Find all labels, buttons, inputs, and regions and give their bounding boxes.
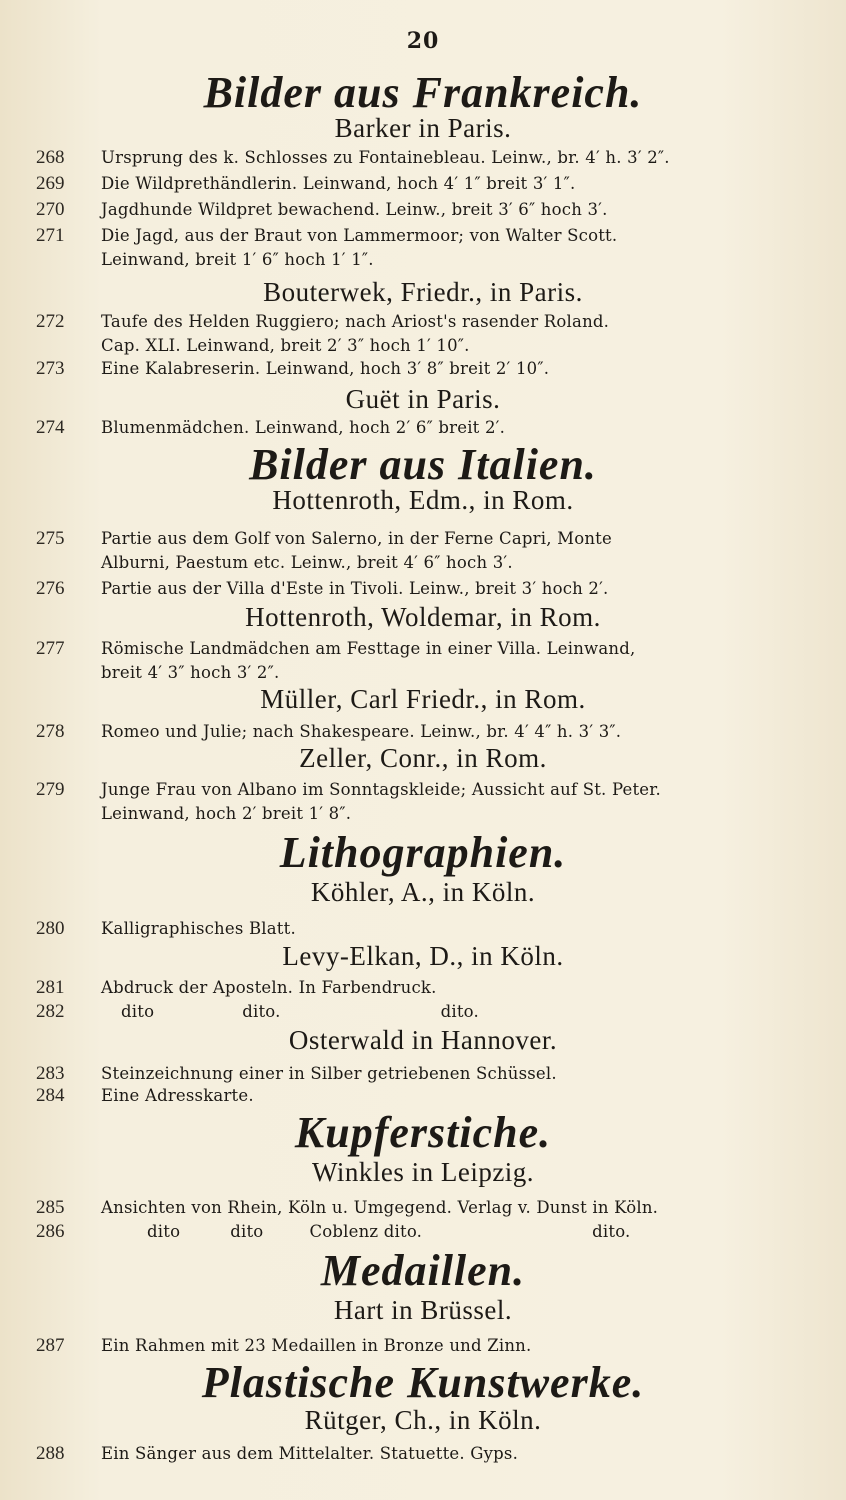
- entry-number: 269: [36, 173, 65, 194]
- entry-number: 277: [36, 638, 65, 659]
- artist-heading: Bouterwek, Friedr., in Paris.: [263, 277, 583, 307]
- entry-number: 276: [36, 578, 65, 599]
- artist-heading: Rütger, Ch., in Köln.: [304, 1405, 542, 1435]
- entry-number: 279: [36, 779, 65, 800]
- page-number: 20: [406, 28, 440, 54]
- artist-heading: Hart in Brüssel.: [333, 1295, 513, 1325]
- entry-number: 274: [36, 417, 65, 438]
- section-title-lithographien: Lithographien.: [279, 828, 567, 877]
- entry-text: Ein Sänger aus dem Mittelalter. Statuette. Gyps.: [101, 1444, 519, 1463]
- entry-text: Eine Kalabreserin. Leinwand, hoch 3′ 8″ breit 2′ 10″.: [101, 359, 550, 378]
- artist-heading: Hottenroth, Woldemar, in Rom.: [245, 602, 601, 632]
- entry-number: 283: [36, 1063, 65, 1084]
- artist-heading: Hottenroth, Edm., in Rom.: [272, 485, 574, 515]
- entry-number: 281: [36, 977, 65, 998]
- entry-text: Römische Landmädchen am Festtage in einer Villa. Leinwand,: [101, 639, 636, 658]
- dito-mark: dito: [147, 1222, 181, 1241]
- dito-mark: Coblenz dito.: [309, 1222, 423, 1241]
- section-title-kupferstiche: Kupferstiche.: [294, 1108, 552, 1157]
- dito-mark: dito: [121, 1002, 155, 1021]
- entry-text: [101, 1220, 801, 1243]
- entry-text-continued: breit 4′ 3″ hoch 3′ 2″.: [101, 663, 280, 682]
- entry-text-continued: Cap. XLI. Leinwand, breit 2′ 3″ hoch 1′ 10″.: [101, 336, 470, 355]
- entry-text: Kalligraphisches Blatt.: [101, 919, 296, 938]
- entry-text-continued: Leinwand, breit 1′ 6″ hoch 1′ 1″.: [101, 250, 374, 269]
- entry-number: 284: [36, 1085, 65, 1106]
- entry-text: Ursprung des k. Schlosses zu Fontainebleau. Leinw., br. 4′ h. 3′ 2″.: [101, 148, 670, 167]
- entry-text: Junge Frau von Albano im Sonntagskleide; Aussicht auf St. Peter.: [101, 780, 661, 799]
- entry-text: Abdruck der Aposteln. In Farbendruck.: [101, 978, 437, 997]
- artist-heading: Köhler, A., in Köln.: [310, 877, 536, 907]
- entry-number: 272: [36, 311, 65, 332]
- entry-number: 270: [36, 199, 65, 220]
- entry-text: Die Jagd, aus der Braut von Lammermoor; von Walter Scott.: [101, 226, 618, 245]
- entry-text: [101, 1000, 801, 1023]
- entry-text: Steinzeichnung einer in Silber getriebenen Schüssel.: [101, 1064, 557, 1083]
- artist-heading: Zeller, Conr., in Rom.: [299, 743, 547, 773]
- entry-number: 285: [36, 1197, 65, 1218]
- dito-mark: dito.: [592, 1222, 631, 1241]
- entry-number: 273: [36, 358, 65, 379]
- artist-heading: Winkles in Leipzig.: [311, 1157, 535, 1187]
- entry-text: Eine Adresskarte.: [101, 1086, 254, 1105]
- entry-text-continued: Leinwand, hoch 2′ breit 1′ 8″.: [101, 804, 352, 823]
- entry-number: 275: [36, 528, 65, 549]
- dito-mark: dito: [230, 1222, 264, 1241]
- dito-mark: dito.: [242, 1002, 281, 1021]
- entry-number: 268: [36, 147, 65, 168]
- entry-text: Partie aus der Villa d'Este in Tivoli. Leinw., breit 3′ hoch 2′.: [101, 579, 609, 598]
- section-title-plastische: Plastische Kunstwerke.: [201, 1358, 645, 1407]
- entry-number: 286: [36, 1221, 65, 1242]
- entry-number: 288: [36, 1443, 65, 1464]
- dito-mark: dito.: [440, 1002, 479, 1021]
- section-title-frankreich: Bilder aus Frankreich.: [203, 68, 643, 117]
- artist-heading: Levy-Elkan, D., in Köln.: [282, 941, 564, 971]
- entry-number: 280: [36, 918, 65, 939]
- entry-number: 287: [36, 1335, 65, 1356]
- entry-text: Blumenmädchen. Leinwand, hoch 2′ 6″ breit 2′.: [101, 418, 506, 437]
- artist-heading: Müller, Carl Friedr., in Rom.: [260, 684, 586, 714]
- entry-text: Die Wildprethändlerin. Leinwand, hoch 4′ 1″ breit 3′ 1″.: [101, 174, 576, 193]
- artist-heading: Barker in Paris.: [334, 113, 512, 143]
- entry-number: 282: [36, 1001, 65, 1022]
- entry-text-continued: Alburni, Paestum etc. Leinw., breit 4′ 6″ hoch 3′.: [101, 553, 513, 572]
- entry-text: Romeo und Julie; nach Shakespeare. Leinw., br. 4′ 4″ h. 3′ 3″.: [101, 722, 622, 741]
- entry-text: Ansichten von Rhein, Köln u. Umgegend. Verlag v. Dunst in Köln.: [101, 1198, 659, 1217]
- section-title-italien: Bilder aus Italien.: [249, 440, 597, 489]
- artist-heading: Osterwald in Hannover.: [288, 1025, 558, 1055]
- entry-text: Ein Rahmen mit 23 Medaillen in Bronze und Zinn.: [101, 1336, 532, 1355]
- entry-text: Jagdhunde Wildpret bewachend. Leinw., breit 3′ 6″ hoch 3′.: [101, 200, 608, 219]
- artist-heading: Guët in Paris.: [345, 384, 501, 414]
- entry-number: 271: [36, 225, 65, 246]
- entry-number: 278: [36, 721, 65, 742]
- section-title-medaillen: Medaillen.: [320, 1246, 526, 1295]
- entry-text: Partie aus dem Golf von Salerno, in der Ferne Capri, Monte: [101, 529, 612, 548]
- entry-text: Taufe des Helden Ruggiero; nach Ariost's rasender Roland.: [101, 312, 610, 331]
